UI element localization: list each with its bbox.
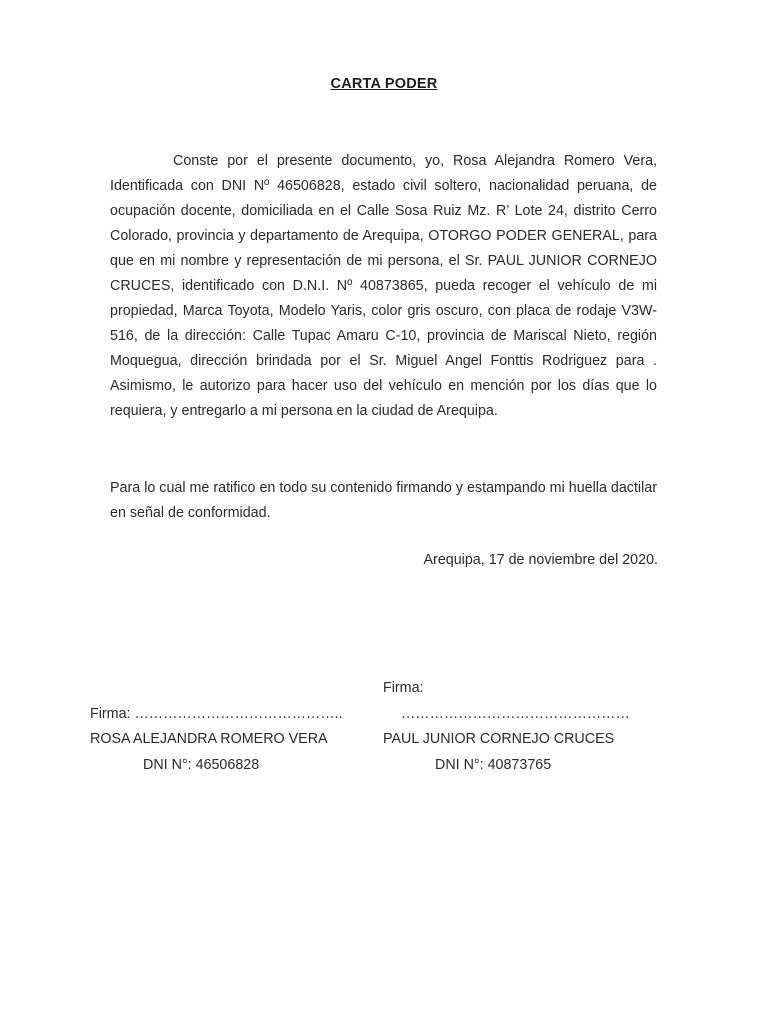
left-signer-name: ROSA ALEJANDRA ROMERO VERA [90, 731, 328, 747]
document-title: CARTA PODER [330, 76, 438, 92]
body-paragraph-ratification: Para lo cual me ratifico en todo su contenido firmando y estampando mi huella dactilar en señal de conformidad. [110, 480, 657, 521]
body-paragraph-main: Conste por el presente documento, yo, Rosa Alejandra Romero Vera, Identificada con DNI Nº 46506828, estado civil soltero, nacionalidad peruana, de ocupación docente, domiciliada en el Calle Sosa Ruiz Mz. R’ Lote 24, distrito Cerro Colorado, provincia y departamento de Arequipa, OTORGO PODER GENERAL, para que en mi nombre y representación de mi persona, el Sr. PAUL JUNIOR CORNEJO CRUCES, identificado con D.N.I. Nº 40873865, pueda recoger el vehículo de mi propiedad, Marca Toyota, Modelo Yaris, color gris oscuro, con placa de rodaje V3W-516, de la dirección: Calle Tupac Amaru C-10, provincia de Mariscal Nieto, región Moquegua, dirección brindada por el Sr. Miguel Angel Fonttis Rodriguez para . Asimismo, le autorizo para hacer uso del vehículo en mención por los días que lo requiera, y entregarlo a mi persona en la ciudad de Arequipa. [110, 153, 657, 419]
right-signer-name: PAUL JUNIOR CORNEJO CRUCES [383, 731, 615, 747]
right-signature-line: ………………………………………… [401, 706, 630, 722]
right-signer-dni: DNI N°: 40873765 [435, 757, 552, 773]
left-signature-line: Firma: …………………………………….. [90, 706, 343, 722]
left-signer-dni: DNI N°: 46506828 [143, 757, 260, 773]
date-line: Arequipa, 17 de noviembre del 2020. [423, 552, 658, 568]
right-signature-label: Firma: [383, 680, 424, 696]
